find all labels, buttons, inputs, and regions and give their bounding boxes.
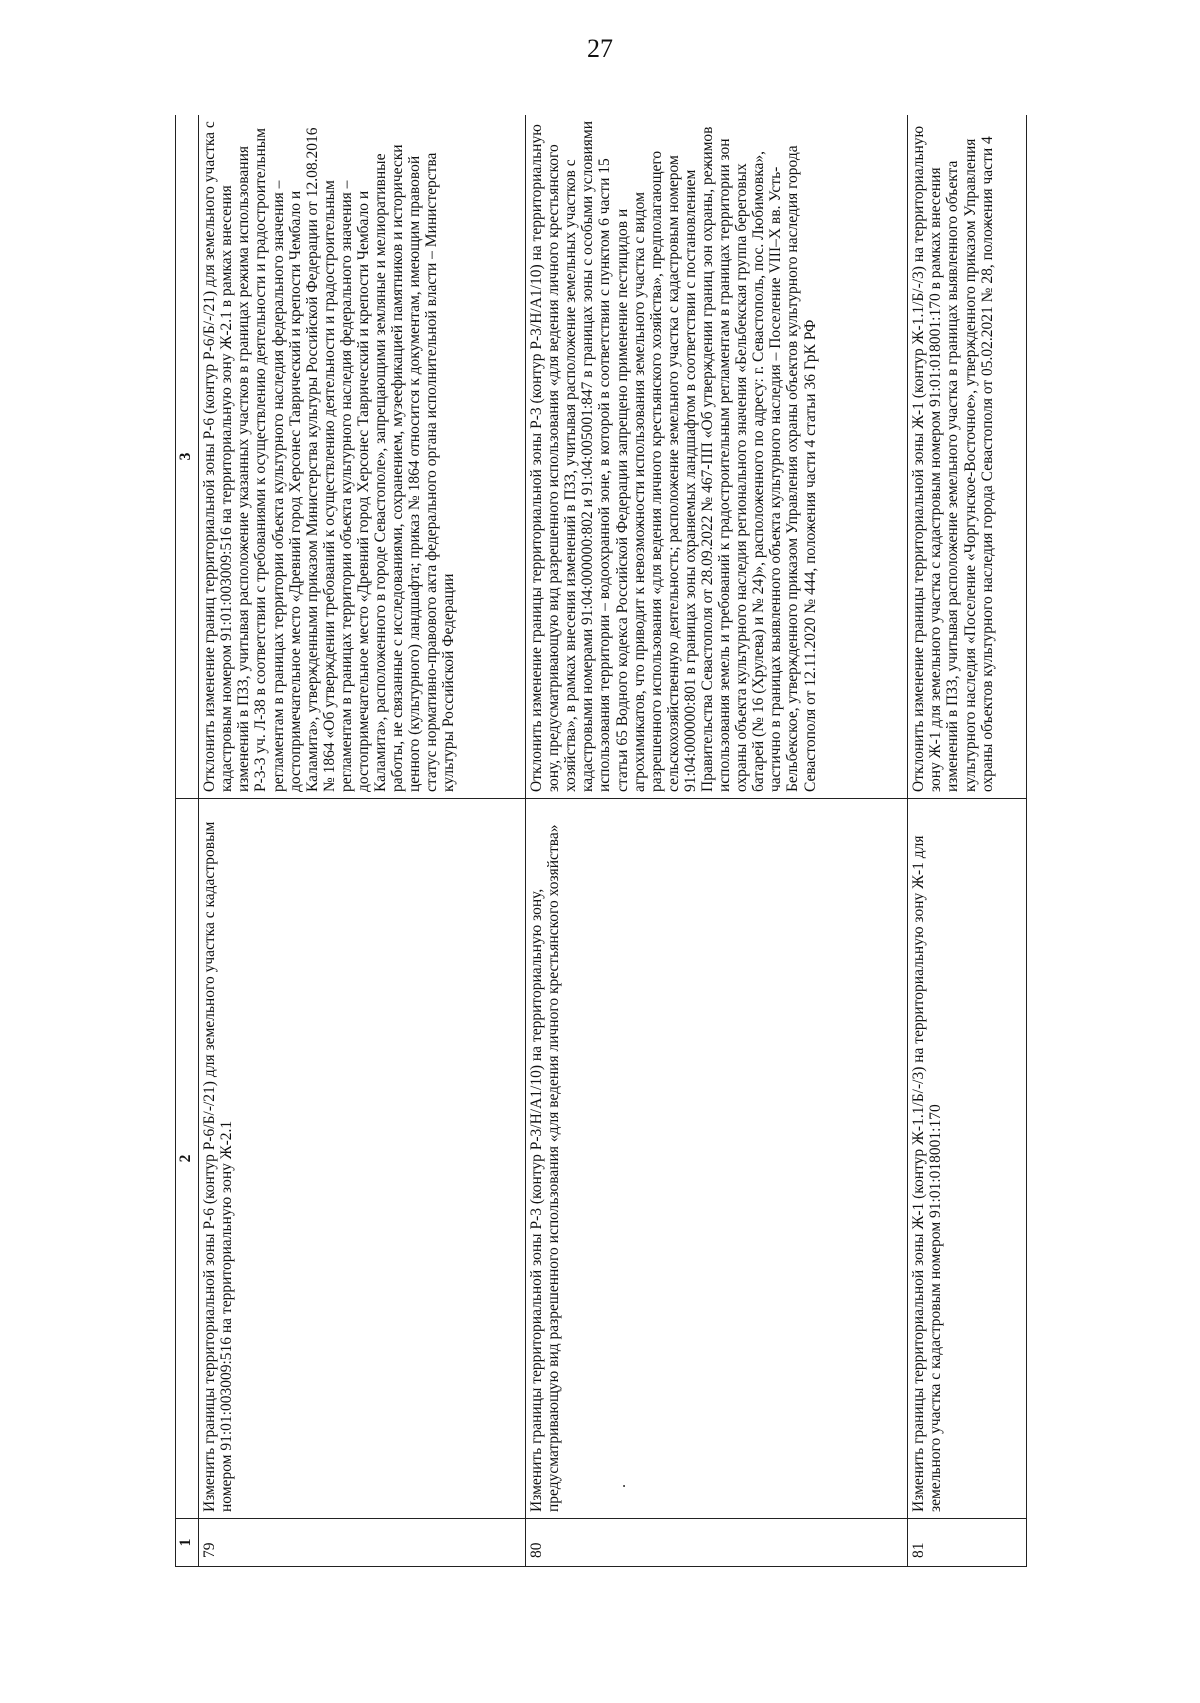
table-header-row xyxy=(176,115,199,1567)
stray-mark: . xyxy=(612,1484,630,1488)
row-number: 81 xyxy=(908,1519,1027,1567)
rotated-table-wrapper xyxy=(175,115,1027,1567)
change-request: Изменить границы территориальной зоны Ж-1 (контур Ж-1.1/Б/-/3) на территориальную зону Ж-1 для земельного участка с кадастровым номером 91:01:018001:170 xyxy=(908,799,1027,1519)
change-request-cell xyxy=(526,799,908,1519)
row-number: 80 xyxy=(526,1519,908,1567)
header-col-2: 2 xyxy=(176,799,199,1519)
header-col-1: 1 xyxy=(176,1519,199,1567)
table-frame xyxy=(175,115,1027,1567)
row-number: 79 xyxy=(199,1519,526,1567)
change-request: Изменить границы территориальной зоны Р-3 (контур Р-3/Н/А1/10) на территориальную зону, предусматривающую вид разрешенного использования «для ведения личного крестьянского хозяйства» xyxy=(528,824,563,1512)
decision-text: Отклонить изменение границы территориальной зоны Р-3 (контур Р-3/Н/А1/10) на территориальную зону, предусматривающую вид разрешенного использования «для ведения личного крестьянского хозяйства», в рамках внесения изменений в ПЗЗ, учитывая расположение земельных участков с кадастровыми номерами 91:04:000000:802 и 91:04:005001:847 в границах зоны с особыми условиями использования территории – водоохранной зоне, в которой в соответствии с пунктом 6 части 15 статьи 65 Водного кодекса Российской Федерации запрещено применение пестицидов и агрохимикатов, что приводит к невозможности использования земельного участка с видом разрешенного использования «для ведения личного крестьянского хозяйства», предполагающего сельскохозяйственную деятельность; расположение земельного участка с кадастровым номером 91:04:000000:801 в границах зоны охраняемых ландшафтом в соответствии с постановлением Правительства Севастополя от 28.09.2022 № 467-ПП «Об утверждении границ зон охраны, режимов использования земель и требований к градостроительным регламентам в границах территории зон охраны объекта культурного наследия регионального значения «Бельбекская группа береговых батарей (№ 16 (Хрулева) и № 24)», расположенного по адресу: г. Севастополь, пос. Любимовка», частично в границах выявленного объекта культурного наследия – Поселение VIII–Х вв. Усть-Бельбекское, утвержденного приказом Управления охраны объектов культурного наследия города Севастополя от 12.11.2020 № 444, положения части 4 статьи 36 ГрК РФ xyxy=(526,115,908,799)
header-col-3: 3 xyxy=(176,115,199,799)
page-number: 27 xyxy=(587,34,613,63)
table-row xyxy=(526,115,908,1567)
decision-text: Отклонить изменение границы территориальной зоны Ж-1 (контур Ж-1.1/Б/-/3) на территориальную зону Ж-1 для земельного участка с кадастровым номером 91:01:018001:170 в рамках внесения изменений в ПЗЗ, учитывая расположение земельного участка в границах выявленного объекта культурного наследия «Поселение «Чоргунское-Восточное», утвержденного приказом Управления охраны объектов культурного наследия города Севастополя от 05.02.2021 № 28, положения части 4 xyxy=(908,115,1027,799)
table-row xyxy=(908,115,1027,1567)
table-row xyxy=(199,115,526,1567)
decision-text: Отклонить изменение границ территориальной зоны Р-6 (контур Р-6/Б/-/21) для земельного участка с кадастровым номером 91:01:003009:516 на территориальную зону Ж-2.1 в рамках внесения изменений в ПЗЗ, учитывая расположение указанных участков в границах режима использования Р-3-3 уч. Л-38 в соответствии с требованиями к осуществлению деятельности и градостроительным регламентам в границах территории объекта культурного наследия федерального значения – достопримечательное место «Древний город Херсонес Таврический и крепости Чембало и Каламита», утвержденными приказом Министерства культуры Российской Федерации от 12.08.2016 № 1864 «Об утверждении требований к осуществлению деятельности и градостроительным регламентам в границах территории объекта культурного наследия федерального значения – достопримечательное место «Древний город Херсонес Таврический и крепости Чембало и Каламита», расположенного в городе Севастополе», запрещающими земляные и мелиоративные работы, не связанные с исследованиями, сохранением, музеефикацией памятников и исторически ценного (культурного) ландшафта; приказ № 1864 относится к документам, имеющим правовой статус нормативно-правового акта федерального органа исполнительной власти – Министерства культуры Российской Федерации xyxy=(199,115,526,799)
zoning-table xyxy=(175,115,1027,1567)
change-request: Изменить границы территориальной зоны Р-6 (контур Р-6/Б/-/21) для земельного участка с кадастровым номером 91:01:003009:516 на территориальную зону Ж-2.1 xyxy=(199,799,526,1519)
